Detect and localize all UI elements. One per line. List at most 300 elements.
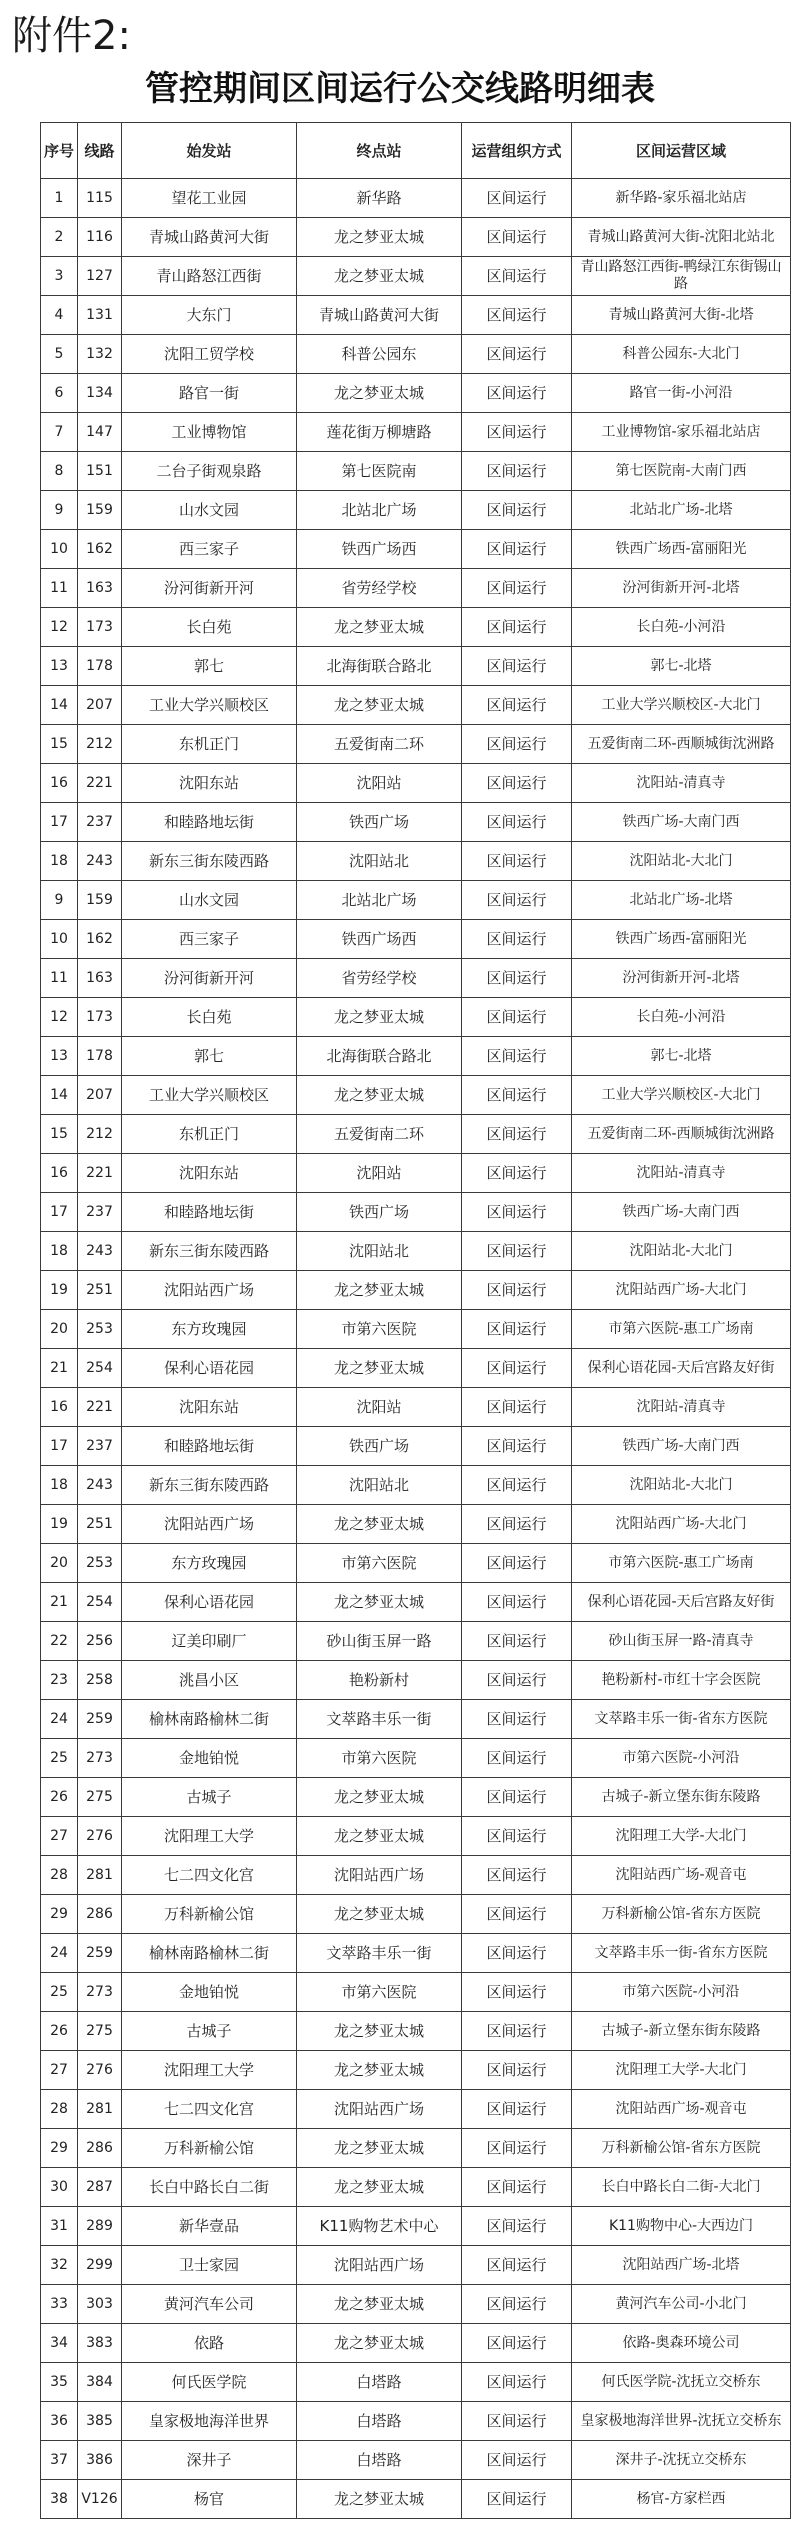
cell-operation-mode: 区间运行 <box>462 335 572 374</box>
cell-route: 273 <box>78 1739 122 1778</box>
cell-index: 13 <box>41 647 78 686</box>
cell-operation-area: 杨官-方家栏西 <box>572 2480 791 2519</box>
cell-end-station: 北站北广场 <box>297 491 462 530</box>
cell-start-station: 何氏医学院 <box>122 2363 297 2402</box>
cell-operation-area: 万科新榆公馆-省东方医院 <box>572 2129 791 2168</box>
cell-operation-area: 沈阳理工大学-大北门 <box>572 1817 791 1856</box>
cell-end-station: 龙之梦亚太城 <box>297 608 462 647</box>
cell-end-station: 砂山街玉屏一路 <box>297 1622 462 1661</box>
cell-index: 8 <box>41 452 78 491</box>
cell-operation-mode: 区间运行 <box>462 1505 572 1544</box>
cell-operation-mode: 区间运行 <box>462 608 572 647</box>
cell-index: 37 <box>41 2441 78 2480</box>
cell-operation-area: 铁西广场西-富丽阳光 <box>572 530 791 569</box>
cell-route: 259 <box>78 1934 122 1973</box>
cell-route: 212 <box>78 1115 122 1154</box>
table-body <box>41 179 791 2519</box>
cell-index: 1 <box>41 179 78 218</box>
cell-operation-area: 黄河汽车公司-小北门 <box>572 2285 791 2324</box>
cell-end-station: 青城山路黄河大街 <box>297 296 462 335</box>
cell-start-station: 卫士家园 <box>122 2246 297 2285</box>
cell-end-station: 市第六医院 <box>297 1544 462 1583</box>
cell-start-station: 青城山路黄河大街 <box>122 218 297 257</box>
cell-end-station: 白塔路 <box>297 2363 462 2402</box>
cell-operation-mode: 区间运行 <box>462 1895 572 1934</box>
cell-start-station: 万科新榆公馆 <box>122 2129 297 2168</box>
table-row <box>41 2012 791 2051</box>
cell-start-station: 东机正门 <box>122 725 297 764</box>
cell-start-station: 郭七 <box>122 1037 297 1076</box>
cell-index: 13 <box>41 1037 78 1076</box>
cell-start-station: 依路 <box>122 2324 297 2363</box>
cell-start-station: 工业大学兴顺校区 <box>122 1076 297 1115</box>
cell-index: 20 <box>41 1310 78 1349</box>
table-row <box>41 1739 791 1778</box>
cell-operation-mode: 区间运行 <box>462 1349 572 1388</box>
cell-operation-mode: 区间运行 <box>462 374 572 413</box>
cell-start-station: 沈阳站西广场 <box>122 1271 297 1310</box>
header-operation-area: 区间运营区域 <box>572 123 791 179</box>
cell-route: 178 <box>78 1037 122 1076</box>
cell-index: 12 <box>41 998 78 1037</box>
header-operation-mode: 运营组织方式 <box>462 123 572 179</box>
cell-route: 276 <box>78 1817 122 1856</box>
table-row <box>41 2207 791 2246</box>
cell-end-station: 龙之梦亚太城 <box>297 2168 462 2207</box>
cell-end-station: 龙之梦亚太城 <box>297 2285 462 2324</box>
cell-route: 386 <box>78 2441 122 2480</box>
table-row <box>41 1388 791 1427</box>
table-row <box>41 1271 791 1310</box>
table-row <box>41 2363 791 2402</box>
cell-route: 243 <box>78 842 122 881</box>
cell-end-station: 白塔路 <box>297 2402 462 2441</box>
cell-index: 15 <box>41 725 78 764</box>
table-row <box>41 2051 791 2090</box>
cell-end-station: 铁西广场 <box>297 1193 462 1232</box>
cell-operation-mode: 区间运行 <box>462 1232 572 1271</box>
table-row <box>41 1973 791 2012</box>
cell-end-station: 沈阳站西广场 <box>297 2090 462 2129</box>
cell-end-station: 北站北广场 <box>297 881 462 920</box>
cell-operation-mode: 区间运行 <box>462 1544 572 1583</box>
cell-operation-mode: 区间运行 <box>462 920 572 959</box>
cell-start-station: 沈阳站西广场 <box>122 1505 297 1544</box>
cell-end-station: 市第六医院 <box>297 1739 462 1778</box>
cell-route: 259 <box>78 1700 122 1739</box>
cell-index: 30 <box>41 2168 78 2207</box>
table-row <box>41 764 791 803</box>
cell-index: 9 <box>41 881 78 920</box>
cell-operation-mode: 区间运行 <box>462 296 572 335</box>
cell-index: 28 <box>41 2090 78 2129</box>
cell-route: 207 <box>78 1076 122 1115</box>
table-header <box>41 123 791 179</box>
cell-index: 21 <box>41 1349 78 1388</box>
cell-end-station: 龙之梦亚太城 <box>297 257 462 296</box>
cell-index: 16 <box>41 764 78 803</box>
cell-operation-area: 沈阳站西广场-大北门 <box>572 1271 791 1310</box>
cell-end-station: 市第六医院 <box>297 1310 462 1349</box>
cell-route: 159 <box>78 491 122 530</box>
cell-end-station: 五爱街南二环 <box>297 1115 462 1154</box>
cell-operation-mode: 区间运行 <box>462 1115 572 1154</box>
cell-operation-mode: 区间运行 <box>462 1583 572 1622</box>
cell-operation-area: 沈阳站西广场-大北门 <box>572 1505 791 1544</box>
cell-start-station: 东方玫瑰园 <box>122 1310 297 1349</box>
cell-operation-area: 文萃路丰乐一街-省东方医院 <box>572 1700 791 1739</box>
cell-operation-area: 保利心语花园-天后宫路友好街 <box>572 1583 791 1622</box>
cell-operation-mode: 区间运行 <box>462 2246 572 2285</box>
cell-route: 134 <box>78 374 122 413</box>
cell-end-station: 市第六医院 <box>297 1973 462 2012</box>
cell-operation-area: 北站北广场-北塔 <box>572 491 791 530</box>
cell-operation-mode: 区间运行 <box>462 1856 572 1895</box>
table-row <box>41 881 791 920</box>
cell-index: 4 <box>41 296 78 335</box>
cell-start-station: 深井子 <box>122 2441 297 2480</box>
cell-route: 147 <box>78 413 122 452</box>
cell-start-station: 二台子街观泉路 <box>122 452 297 491</box>
cell-index: 31 <box>41 2207 78 2246</box>
cell-operation-mode: 区间运行 <box>462 1076 572 1115</box>
cell-index: 26 <box>41 2012 78 2051</box>
header-route: 线路 <box>78 123 122 179</box>
cell-operation-mode: 区间运行 <box>462 2363 572 2402</box>
cell-end-station: 龙之梦亚太城 <box>297 1505 462 1544</box>
cell-route: 163 <box>78 959 122 998</box>
cell-operation-mode: 区间运行 <box>462 530 572 569</box>
cell-route: 258 <box>78 1661 122 1700</box>
cell-operation-area: 第七医院南-大南门西 <box>572 452 791 491</box>
table-row <box>41 1349 791 1388</box>
cell-index: 7 <box>41 413 78 452</box>
cell-route: 286 <box>78 2129 122 2168</box>
cell-operation-area: 五爱街南二环-西顺城街沈洲路 <box>572 1115 791 1154</box>
cell-index: 36 <box>41 2402 78 2441</box>
cell-operation-mode: 区间运行 <box>462 764 572 803</box>
cell-route: 289 <box>78 2207 122 2246</box>
cell-operation-mode: 区间运行 <box>462 2051 572 2090</box>
table-row <box>41 179 791 218</box>
cell-operation-area: 沈阳站北-大北门 <box>572 842 791 881</box>
cell-index: 18 <box>41 842 78 881</box>
cell-index: 3 <box>41 257 78 296</box>
table-row <box>41 686 791 725</box>
table-row <box>41 2285 791 2324</box>
cell-operation-area: 长白苑-小河沿 <box>572 608 791 647</box>
attachment-label: 附件2: <box>12 13 131 59</box>
cell-start-station: 长白苑 <box>122 608 297 647</box>
cell-start-station: 榆林南路榆林二街 <box>122 1700 297 1739</box>
cell-index: 11 <box>41 959 78 998</box>
cell-index: 16 <box>41 1388 78 1427</box>
cell-operation-mode: 区间运行 <box>462 569 572 608</box>
cell-end-station: 龙之梦亚太城 <box>297 2480 462 2519</box>
cell-end-station: 省劳经学校 <box>297 569 462 608</box>
table-row <box>41 374 791 413</box>
cell-index: 25 <box>41 1973 78 2012</box>
cell-route: 173 <box>78 608 122 647</box>
cell-operation-area: 砂山街玉屏一路-清真寺 <box>572 1622 791 1661</box>
cell-index: 33 <box>41 2285 78 2324</box>
cell-operation-area: 万科新榆公馆-省东方医院 <box>572 1895 791 1934</box>
table-row <box>41 1544 791 1583</box>
cell-route: 385 <box>78 2402 122 2441</box>
cell-start-station: 辽美印刷厂 <box>122 1622 297 1661</box>
cell-index: 24 <box>41 1934 78 1973</box>
cell-index: 2 <box>41 218 78 257</box>
cell-index: 10 <box>41 920 78 959</box>
cell-operation-mode: 区间运行 <box>462 1271 572 1310</box>
cell-route: 132 <box>78 335 122 374</box>
cell-operation-mode: 区间运行 <box>462 2129 572 2168</box>
bus-route-table-container <box>40 122 790 2519</box>
cell-start-station: 西三家子 <box>122 920 297 959</box>
cell-route: V126 <box>78 2480 122 2519</box>
cell-start-station: 工业博物馆 <box>122 413 297 452</box>
cell-operation-area: 沈阳理工大学-大北门 <box>572 2051 791 2090</box>
cell-start-station: 黄河汽车公司 <box>122 2285 297 2324</box>
cell-start-station: 青山路怒江西街 <box>122 257 297 296</box>
cell-operation-mode: 区间运行 <box>462 1700 572 1739</box>
cell-start-station: 西三家子 <box>122 530 297 569</box>
cell-route: 251 <box>78 1505 122 1544</box>
table-row <box>41 1193 791 1232</box>
cell-end-station: 龙之梦亚太城 <box>297 1895 462 1934</box>
cell-route: 256 <box>78 1622 122 1661</box>
cell-operation-mode: 区间运行 <box>462 257 572 296</box>
table-row <box>41 1856 791 1895</box>
table-row <box>41 2129 791 2168</box>
cell-operation-area: 长白苑-小河沿 <box>572 998 791 1037</box>
cell-operation-area: 保利心语花园-天后宫路友好街 <box>572 1349 791 1388</box>
cell-end-station: 沈阳站北 <box>297 1466 462 1505</box>
cell-operation-area: 何氏医学院-沈抚立交桥东 <box>572 2363 791 2402</box>
cell-route: 151 <box>78 452 122 491</box>
cell-start-station: 杨官 <box>122 2480 297 2519</box>
cell-operation-area: 依路-奥森环境公司 <box>572 2324 791 2363</box>
table-row <box>41 2246 791 2285</box>
cell-start-station: 和睦路地坛街 <box>122 803 297 842</box>
cell-operation-mode: 区间运行 <box>462 881 572 920</box>
cell-route: 127 <box>78 257 122 296</box>
cell-end-station: 龙之梦亚太城 <box>297 998 462 1037</box>
cell-end-station: 北海街联合路北 <box>297 647 462 686</box>
cell-start-station: 郭七 <box>122 647 297 686</box>
cell-end-station: 白塔路 <box>297 2441 462 2480</box>
cell-index: 10 <box>41 530 78 569</box>
cell-operation-mode: 区间运行 <box>462 2480 572 2519</box>
cell-end-station: 五爱街南二环 <box>297 725 462 764</box>
table-row <box>41 1466 791 1505</box>
cell-end-station: 龙之梦亚太城 <box>297 1349 462 1388</box>
cell-end-station: 龙之梦亚太城 <box>297 2324 462 2363</box>
cell-operation-area: 新华路-家乐福北站店 <box>572 179 791 218</box>
cell-route: 131 <box>78 296 122 335</box>
cell-operation-mode: 区间运行 <box>462 1934 572 1973</box>
cell-end-station: 龙之梦亚太城 <box>297 1076 462 1115</box>
table-row <box>41 803 791 842</box>
cell-start-station: 和睦路地坛街 <box>122 1427 297 1466</box>
cell-operation-area: 沈阳站-清真寺 <box>572 1388 791 1427</box>
cell-operation-area: 郭七-北塔 <box>572 1037 791 1076</box>
cell-end-station: 龙之梦亚太城 <box>297 218 462 257</box>
table-row <box>41 2441 791 2480</box>
cell-route: 243 <box>78 1466 122 1505</box>
cell-operation-mode: 区间运行 <box>462 1037 572 1076</box>
cell-route: 221 <box>78 764 122 803</box>
cell-end-station: 龙之梦亚太城 <box>297 2129 462 2168</box>
cell-end-station: 龙之梦亚太城 <box>297 1583 462 1622</box>
cell-end-station: 文萃路丰乐一街 <box>297 1934 462 1973</box>
table-row <box>41 998 791 1037</box>
table-row <box>41 2324 791 2363</box>
cell-index: 29 <box>41 1895 78 1934</box>
cell-index: 11 <box>41 569 78 608</box>
cell-route: 173 <box>78 998 122 1037</box>
cell-operation-mode: 区间运行 <box>462 218 572 257</box>
table-row <box>41 296 791 335</box>
table-row <box>41 530 791 569</box>
cell-operation-mode: 区间运行 <box>462 686 572 725</box>
cell-start-station: 洮昌小区 <box>122 1661 297 1700</box>
cell-route: 275 <box>78 1778 122 1817</box>
cell-end-station: 莲花街万柳塘路 <box>297 413 462 452</box>
cell-end-station: 铁西广场西 <box>297 530 462 569</box>
cell-start-station: 沈阳东站 <box>122 764 297 803</box>
cell-route: 254 <box>78 1583 122 1622</box>
cell-start-station: 榆林南路榆林二街 <box>122 1934 297 1973</box>
cell-end-station: 龙之梦亚太城 <box>297 1817 462 1856</box>
cell-operation-area: 市第六医院-惠工广场南 <box>572 1544 791 1583</box>
bus-route-table <box>40 122 791 2519</box>
table-row <box>41 1232 791 1271</box>
cell-start-station: 保利心语花园 <box>122 1583 297 1622</box>
header-end-station: 终点站 <box>297 123 462 179</box>
cell-start-station: 金地铂悦 <box>122 1973 297 2012</box>
cell-operation-mode: 区间运行 <box>462 1739 572 1778</box>
cell-route: 221 <box>78 1154 122 1193</box>
cell-index: 26 <box>41 1778 78 1817</box>
table-row <box>41 1895 791 1934</box>
cell-end-station: 第七医院南 <box>297 452 462 491</box>
table-row <box>41 335 791 374</box>
cell-operation-mode: 区间运行 <box>462 1466 572 1505</box>
table-row <box>41 1583 791 1622</box>
cell-operation-mode: 区间运行 <box>462 842 572 881</box>
cell-route: 251 <box>78 1271 122 1310</box>
table-row <box>41 452 791 491</box>
cell-route: 276 <box>78 2051 122 2090</box>
cell-end-station: K11购物艺术中心 <box>297 2207 462 2246</box>
table-row <box>41 1115 791 1154</box>
table-row <box>41 218 791 257</box>
cell-operation-area: 铁西广场-大南门西 <box>572 803 791 842</box>
cell-index: 6 <box>41 374 78 413</box>
cell-index: 19 <box>41 1505 78 1544</box>
cell-operation-area: 市第六医院-惠工广场南 <box>572 1310 791 1349</box>
cell-start-station: 沈阳理工大学 <box>122 1817 297 1856</box>
cell-operation-area: 青城山路黄河大街-沈阳北站北 <box>572 218 791 257</box>
cell-end-station: 沈阳站 <box>297 764 462 803</box>
table-row <box>41 1505 791 1544</box>
cell-index: 28 <box>41 1856 78 1895</box>
table-row <box>41 1700 791 1739</box>
cell-end-station: 铁西广场 <box>297 803 462 842</box>
cell-operation-area: 路官一街-小河沿 <box>572 374 791 413</box>
cell-index: 34 <box>41 2324 78 2363</box>
cell-start-station: 和睦路地坛街 <box>122 1193 297 1232</box>
cell-operation-mode: 区间运行 <box>462 2168 572 2207</box>
cell-operation-mode: 区间运行 <box>462 2090 572 2129</box>
cell-route: 275 <box>78 2012 122 2051</box>
cell-index: 24 <box>41 1700 78 1739</box>
table-row <box>41 569 791 608</box>
table-row <box>41 1622 791 1661</box>
cell-end-station: 龙之梦亚太城 <box>297 374 462 413</box>
cell-end-station: 文萃路丰乐一街 <box>297 1700 462 1739</box>
table-row <box>41 2090 791 2129</box>
cell-operation-area: 深井子-沈抚立交桥东 <box>572 2441 791 2480</box>
cell-end-station: 沈阳站北 <box>297 1232 462 1271</box>
cell-start-station: 山水文园 <box>122 881 297 920</box>
table-row <box>41 842 791 881</box>
cell-operation-mode: 区间运行 <box>462 1427 572 1466</box>
cell-index: 22 <box>41 1622 78 1661</box>
cell-route: 243 <box>78 1232 122 1271</box>
cell-operation-mode: 区间运行 <box>462 998 572 1037</box>
cell-index: 19 <box>41 1271 78 1310</box>
cell-route: 303 <box>78 2285 122 2324</box>
cell-start-station: 沈阳东站 <box>122 1388 297 1427</box>
table-row <box>41 1934 791 1973</box>
cell-operation-area: 市第六医院-小河沿 <box>572 1739 791 1778</box>
cell-index: 17 <box>41 1427 78 1466</box>
cell-start-station: 保利心语花园 <box>122 1349 297 1388</box>
header-index: 序号 <box>41 123 78 179</box>
table-row <box>41 2480 791 2519</box>
cell-operation-mode: 区间运行 <box>462 1973 572 2012</box>
cell-operation-area: 铁西广场-大南门西 <box>572 1193 791 1232</box>
table-row <box>41 725 791 764</box>
table-row <box>41 1037 791 1076</box>
table-row <box>41 608 791 647</box>
cell-index: 17 <box>41 1193 78 1232</box>
cell-start-station: 长白苑 <box>122 998 297 1037</box>
cell-operation-mode: 区间运行 <box>462 1388 572 1427</box>
cell-operation-mode: 区间运行 <box>462 452 572 491</box>
cell-index: 9 <box>41 491 78 530</box>
cell-index: 16 <box>41 1154 78 1193</box>
cell-operation-area: 市第六医院-小河沿 <box>572 1973 791 2012</box>
table-row <box>41 2168 791 2207</box>
cell-operation-area: 铁西广场-大南门西 <box>572 1427 791 1466</box>
cell-start-station: 新东三街东陵西路 <box>122 1466 297 1505</box>
cell-start-station: 七二四文化宫 <box>122 2090 297 2129</box>
cell-index: 12 <box>41 608 78 647</box>
cell-operation-area: 沈阳站-清真寺 <box>572 764 791 803</box>
cell-end-station: 新华路 <box>297 179 462 218</box>
cell-operation-mode: 区间运行 <box>462 179 572 218</box>
cell-start-station: 新东三街东陵西路 <box>122 842 297 881</box>
cell-operation-mode: 区间运行 <box>462 491 572 530</box>
cell-index: 14 <box>41 1076 78 1115</box>
cell-start-station: 沈阳东站 <box>122 1154 297 1193</box>
cell-end-station: 沈阳站北 <box>297 842 462 881</box>
cell-operation-area: 青城山路黄河大街-北塔 <box>572 296 791 335</box>
cell-operation-mode: 区间运行 <box>462 1661 572 1700</box>
